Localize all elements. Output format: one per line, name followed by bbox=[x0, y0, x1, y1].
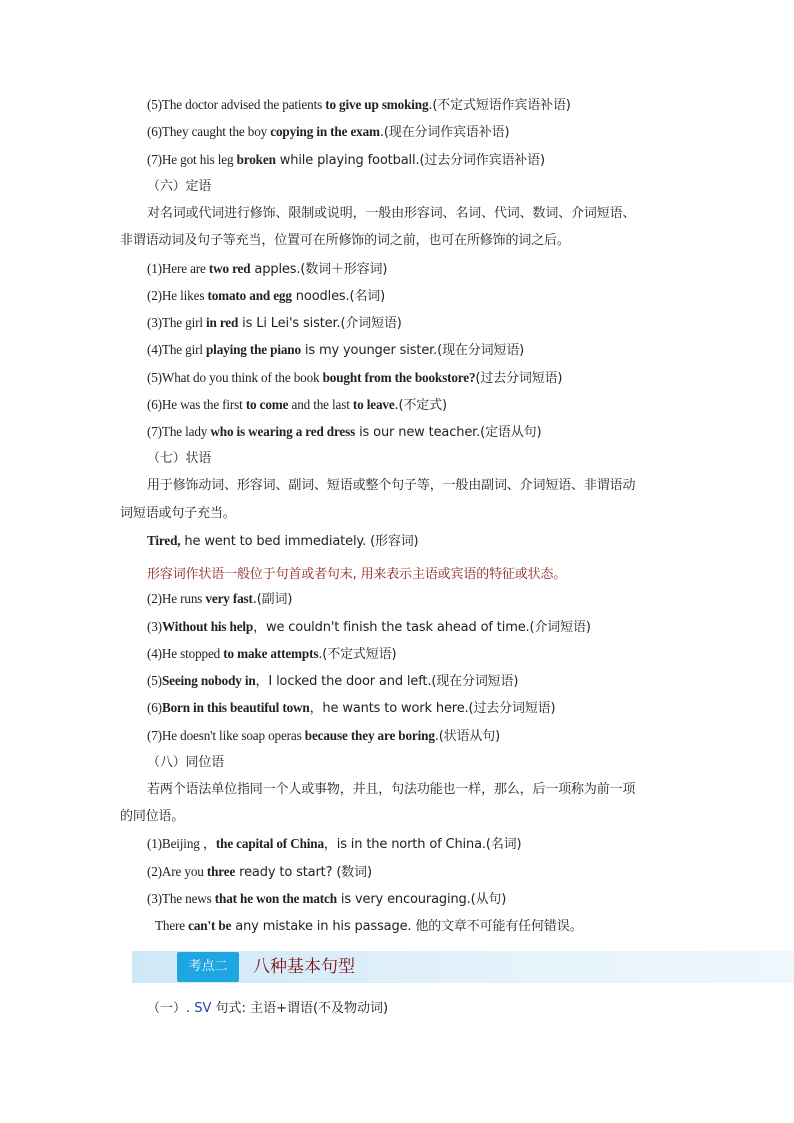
adverbial-example: (5)Seeing nobody in，I locked the door and left.(现在分词短语) bbox=[147, 673, 519, 689]
attribute-example: (3)The girl in red is Li Lei's sister.(介词短语) bbox=[147, 315, 402, 331]
section-description: 词短语或句子充当。 bbox=[120, 506, 236, 521]
adverbial-note: 形容词作状语一般位于句首或者句末, 用来表示主语或宾语的特征或状态。 bbox=[147, 567, 567, 582]
section-description: 的同位语。 bbox=[120, 809, 185, 824]
adverbial-example: Tired, he went to bed immediately. (形容词) bbox=[147, 533, 419, 549]
adverbial-example: (6)Born in this beautiful town，he wants to work here.(过去分词短语) bbox=[147, 700, 556, 716]
complement-example-6: (6)They caught the boy copying in the exam.(现在分词作宾语补语) bbox=[147, 124, 510, 140]
attribute-example: (6)He was the first to come and the last to leave.(不定式) bbox=[147, 397, 447, 413]
attribute-example: (4)The girl playing the piano is my younger sister.(现在分词短语) bbox=[147, 342, 525, 358]
appositive-extra-example: There can't be any mistake in his passage. 他的文章不可能有任何错误。 bbox=[155, 918, 583, 934]
topic-tag: 考点二 bbox=[177, 952, 239, 982]
complement-example-7: (7)He got his leg broken while playing football.(过去分词作宾语补语) bbox=[147, 152, 545, 168]
attribute-example: (1)Here are two red apples.(数词＋形容词) bbox=[147, 261, 388, 277]
adverbial-example: (7)He doesn't like soap operas because they are boring.(状语从句) bbox=[147, 728, 501, 744]
appositive-example: (3)The news that he won the match is very encouraging.(从句) bbox=[147, 891, 507, 907]
appositive-example: (2)Are you three ready to start? (数词) bbox=[147, 864, 372, 880]
complement-example-5: (5)The doctor advised the patients to give up smoking.(不定式短语作宾语补语) bbox=[147, 97, 571, 113]
adverbial-example: (3)Without his help，we couldn't finish the task ahead of time.(介词短语) bbox=[147, 619, 591, 635]
appositive-example: (1)Beijing ，the capital of China，is in the north of China.(名词) bbox=[147, 836, 522, 852]
section-description: 非谓语动词及句子等充当，位置可在所修饰的词之前，也可在所修饰的词之后。 bbox=[120, 233, 570, 248]
attribute-example: (5)What do you think of the book bought from the bookstore?(过去分词短语) bbox=[147, 370, 563, 386]
section-title-attribute: （六）定语 bbox=[147, 179, 212, 194]
sentence-pattern-sv: （一）. SV 句式: 主语+谓语(不及物动词) bbox=[147, 1001, 389, 1016]
section-description: 用于修饰动词、形容词、副词、短语或整个句子等，一般由副词、介词短语、非谓语动 bbox=[147, 478, 636, 493]
section-title-appositive: （八）同位语 bbox=[147, 755, 225, 770]
section-description: 对名词或代词进行修饰、限制或说明，一般由形容词、名词、代词、数词、介词短语、 bbox=[147, 206, 636, 221]
adverbial-example: (4)He stopped to make attempts.(不定式短语) bbox=[147, 646, 397, 662]
attribute-example: (2)He likes tomato and egg noodles.(名词) bbox=[147, 288, 386, 304]
adverbial-example: (2)He runs very fast.(副词) bbox=[147, 591, 293, 607]
section-title-adverbial: （七）状语 bbox=[147, 451, 212, 466]
attribute-example: (7)The lady who is wearing a red dress is our new teacher.(定语从句) bbox=[147, 424, 542, 440]
section-description: 若两个语法单位指同一个人或事物，并且，句法功能也一样，那么，后一项称为前一项 bbox=[147, 782, 636, 797]
topic-title: 八种基本句型 bbox=[253, 957, 355, 977]
